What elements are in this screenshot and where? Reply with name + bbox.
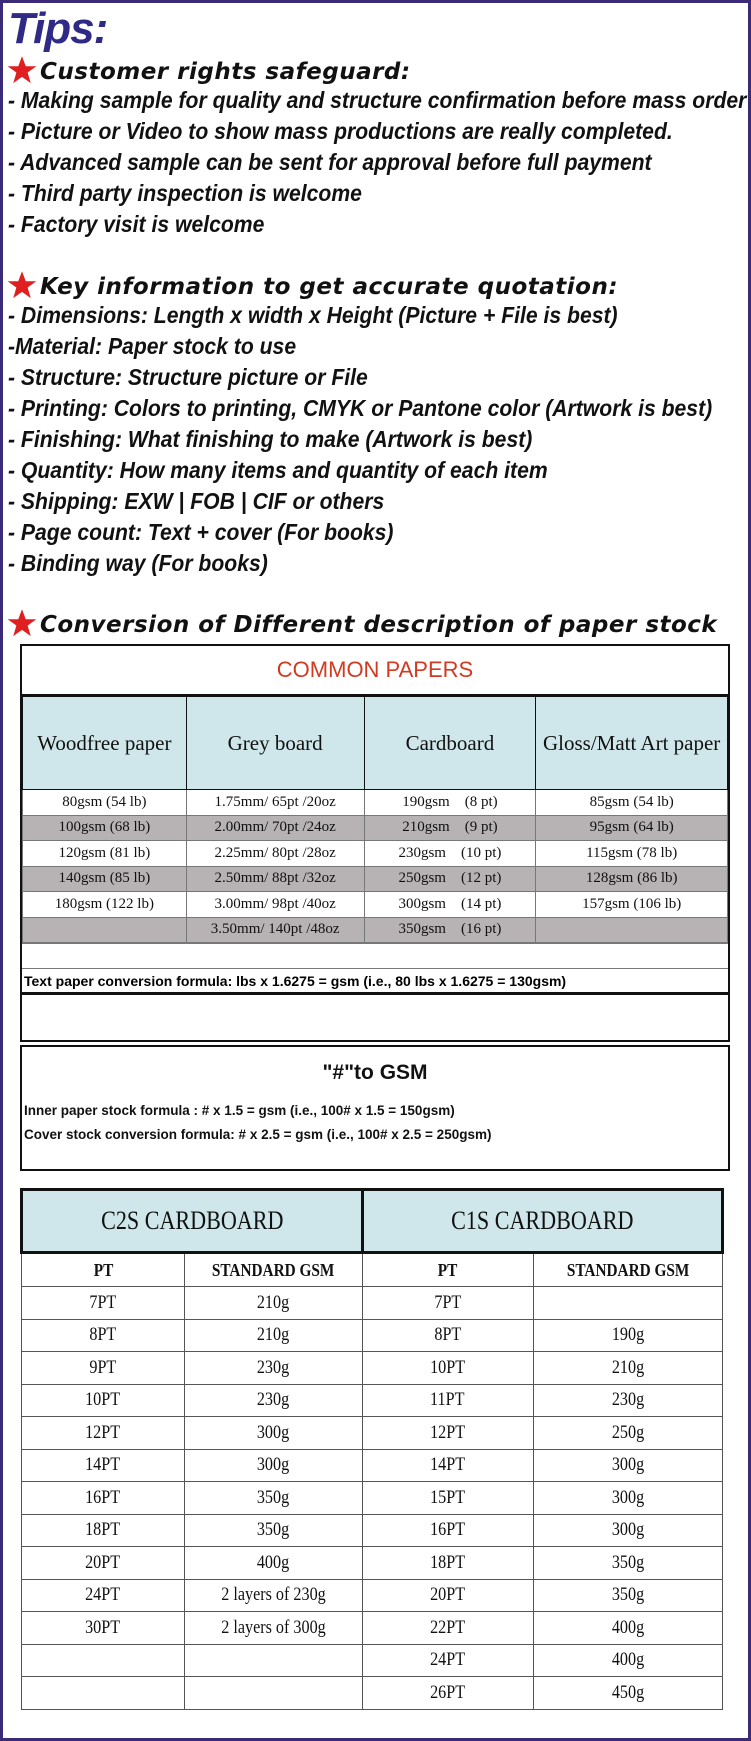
table-cell: 400g	[533, 1612, 722, 1645]
table-cell: 230gsm (10 pt)	[364, 841, 536, 867]
common-papers-box	[20, 644, 730, 995]
table-row	[22, 1482, 723, 1515]
table-cell: 140gsm (85 lb)	[23, 866, 187, 892]
c2s-pt-header: PT	[22, 1253, 185, 1287]
table-cell: 350g	[533, 1547, 722, 1580]
text-paper-formula: Text paper conversion formula: lbs x 1.6275 = gsm (i.e., 80 lbs x 1.6275 = 130gsm)	[22, 968, 728, 993]
common-papers-title: COMMON PAPERS	[22, 646, 728, 696]
table-cell: 18PT	[362, 1547, 533, 1580]
table-cell: 12PT	[362, 1417, 533, 1450]
table-row	[23, 892, 728, 918]
table-cell: 11PT	[362, 1384, 533, 1417]
c1s-pt-header: PT	[362, 1253, 533, 1287]
quotation-heading	[6, 270, 618, 300]
col-woodfree: Woodfree paper	[23, 697, 187, 790]
table-cell: 250g	[533, 1417, 722, 1450]
table-cell: 2 layers of 230g	[185, 1579, 362, 1612]
common-papers-table	[22, 696, 728, 943]
table-cell: 26PT	[362, 1677, 533, 1710]
inner-formula: Inner paper stock formula : # x 1.5 = gsm (i.e., 100# x 1.5 = 150gsm)	[24, 1103, 455, 1118]
table-cell: 300g	[533, 1482, 722, 1515]
table-cell: 7PT	[362, 1287, 533, 1320]
table-row	[23, 815, 728, 841]
c2s-title: C2S CARDBOARD	[22, 1190, 363, 1253]
table-cell: 300g	[533, 1514, 722, 1547]
table-cell: 12PT	[22, 1417, 185, 1450]
table-cell: 230g	[533, 1384, 722, 1417]
table-cell: 2 layers of 300g	[185, 1612, 362, 1645]
table-cell: 14PT	[22, 1449, 185, 1482]
rights-heading-text: Customer rights safeguard:	[40, 59, 411, 85]
table-row	[22, 1514, 723, 1547]
table-row	[22, 1352, 723, 1385]
table-cell: 10PT	[362, 1352, 533, 1385]
table-cell: 300gsm (14 pt)	[364, 892, 536, 918]
table-cell: 210g	[185, 1287, 362, 1320]
hash-to-gsm-title: "#"to GSM	[322, 1061, 428, 1084]
table-cell: 115gsm (78 lb)	[536, 841, 728, 867]
table-cell: 30PT	[22, 1612, 185, 1645]
table-cell: 8PT	[22, 1319, 185, 1352]
table-row	[23, 790, 728, 816]
quotation-heading-text: Key information to get accurate quotation:	[40, 274, 619, 300]
table-cell: 20PT	[22, 1547, 185, 1580]
col-cardboard: Cardboard	[364, 697, 536, 790]
star-icon	[6, 270, 38, 300]
table-cell: 2.50mm/ 88pt /32oz	[186, 866, 364, 892]
table-cell	[22, 1644, 185, 1677]
table-cell: 16PT	[362, 1514, 533, 1547]
bullet-item: -Material: Paper stock to use	[8, 333, 297, 359]
table-cell	[22, 1677, 185, 1710]
c2s-gsm-header: STANDARD GSM	[185, 1253, 362, 1287]
table-cell: 10PT	[22, 1384, 185, 1417]
col-art-paper: Gloss/Matt Art paper	[536, 697, 728, 790]
bullet-item: - Page count: Text + cover (For books)	[8, 519, 394, 545]
bullet-item: - Picture or Video to show mass productions are really completed.	[8, 118, 673, 144]
table-cell: 9PT	[22, 1352, 185, 1385]
table-cell: 300g	[533, 1449, 722, 1482]
table-cell: 7PT	[22, 1287, 185, 1320]
bullet-item: - Factory visit is welcome	[8, 211, 265, 237]
table-cell	[185, 1644, 362, 1677]
rights-heading	[6, 55, 411, 85]
blank-box	[20, 992, 730, 1042]
table-cell: 350gsm (16 pt)	[364, 917, 536, 943]
table-cell: 3.50mm/ 140pt /48oz	[186, 917, 364, 943]
table-cell: 2.00mm/ 70pt /24oz	[186, 815, 364, 841]
table-cell: 18PT	[22, 1514, 185, 1547]
table-row	[22, 1384, 723, 1417]
table-row	[22, 1449, 723, 1482]
page-title: Tips:	[8, 4, 108, 53]
table-row	[22, 1677, 723, 1710]
table-row	[22, 1547, 723, 1580]
table-cell: 190gsm (8 pt)	[364, 790, 536, 816]
cardboard-table	[20, 1188, 724, 1710]
table-cell: 300g	[185, 1449, 362, 1482]
rights-list	[8, 85, 751, 240]
blank-row	[22, 943, 728, 968]
bullet-item: - Shipping: EXW | FOB | CIF or others	[8, 488, 385, 514]
table-cell: 120gsm (81 lb)	[23, 841, 187, 867]
c1s-gsm-header: STANDARD GSM	[533, 1253, 722, 1287]
table-cell: 14PT	[362, 1449, 533, 1482]
table-cell: 8PT	[362, 1319, 533, 1352]
table-cell	[185, 1677, 362, 1710]
table-row	[22, 1417, 723, 1450]
conversion-heading-text: Conversion of Different description of paper stock	[40, 612, 718, 638]
table-cell: 24PT	[22, 1579, 185, 1612]
table-cell: 2.25mm/ 80pt /28oz	[186, 841, 364, 867]
table-row	[23, 866, 728, 892]
bullet-item: - Advanced sample can be sent for approval before full payment	[8, 149, 652, 175]
c1s-title: C1S CARDBOARD	[362, 1190, 722, 1253]
col-grey-board: Grey board	[186, 697, 364, 790]
table-row	[22, 1579, 723, 1612]
table-cell: 210g	[533, 1352, 722, 1385]
table-cell: 400g	[185, 1547, 362, 1580]
star-icon	[6, 55, 38, 85]
table-cell: 85gsm (54 lb)	[536, 790, 728, 816]
table-cell: 24PT	[362, 1644, 533, 1677]
table-cell	[536, 917, 728, 943]
table-cell: 350g	[533, 1579, 722, 1612]
table-cell	[23, 917, 187, 943]
table-row	[23, 917, 728, 943]
table-cell: 210g	[185, 1319, 362, 1352]
table-cell: 190g	[533, 1319, 722, 1352]
table-cell: 3.00mm/ 98pt /40oz	[186, 892, 364, 918]
table-cell: 157gsm (106 lb)	[536, 892, 728, 918]
bullet-item: - Structure: Structure picture or File	[8, 364, 368, 390]
bullet-item: - Making sample for quality and structure confirmation before mass order	[8, 87, 747, 113]
table-row	[22, 1319, 723, 1352]
table-row	[22, 1644, 723, 1677]
bullet-item: - Finishing: What finishing to make (Artwork is best)	[8, 426, 533, 452]
table-cell: 80gsm (54 lb)	[23, 790, 187, 816]
table-cell: 230g	[185, 1384, 362, 1417]
table-cell: 20PT	[362, 1579, 533, 1612]
table-row	[22, 1612, 723, 1645]
table-cell: 1.75mm/ 65pt /20oz	[186, 790, 364, 816]
conversion-heading	[6, 608, 717, 638]
table-cell: 350g	[185, 1482, 362, 1515]
star-icon	[6, 608, 38, 638]
table-cell	[533, 1287, 722, 1320]
table-cell: 250gsm (12 pt)	[364, 866, 536, 892]
table-row	[22, 1287, 723, 1320]
hash-to-gsm-box	[20, 1045, 730, 1171]
table-cell: 180gsm (122 lb)	[23, 892, 187, 918]
bullet-item: - Third party inspection is welcome	[8, 180, 362, 206]
bullet-item: - Dimensions: Length x width x Height (Picture + File is best)	[8, 302, 618, 328]
table-cell: 400g	[533, 1644, 722, 1677]
bullet-item: - Printing: Colors to printing, CMYK or Pantone color (Artwork is best)	[8, 395, 713, 421]
table-cell: 22PT	[362, 1612, 533, 1645]
table-cell: 128gsm (86 lb)	[536, 866, 728, 892]
table-cell: 230g	[185, 1352, 362, 1385]
table-cell: 210gsm (9 pt)	[364, 815, 536, 841]
table-cell: 100gsm (68 lb)	[23, 815, 187, 841]
table-cell: 350g	[185, 1514, 362, 1547]
cover-formula: Cover stock conversion formula: # x 2.5 = gsm (i.e., 100# x 2.5 = 250gsm)	[24, 1127, 492, 1142]
bullet-item: - Binding way (For books)	[8, 550, 268, 576]
table-cell: 16PT	[22, 1482, 185, 1515]
table-row	[23, 841, 728, 867]
table-cell: 300g	[185, 1417, 362, 1450]
table-cell: 450g	[533, 1677, 722, 1710]
bullet-item: - Quantity: How many items and quantity of each item	[8, 457, 548, 483]
table-cell: 95gsm (64 lb)	[536, 815, 728, 841]
table-cell: 15PT	[362, 1482, 533, 1515]
quotation-list	[8, 300, 751, 579]
